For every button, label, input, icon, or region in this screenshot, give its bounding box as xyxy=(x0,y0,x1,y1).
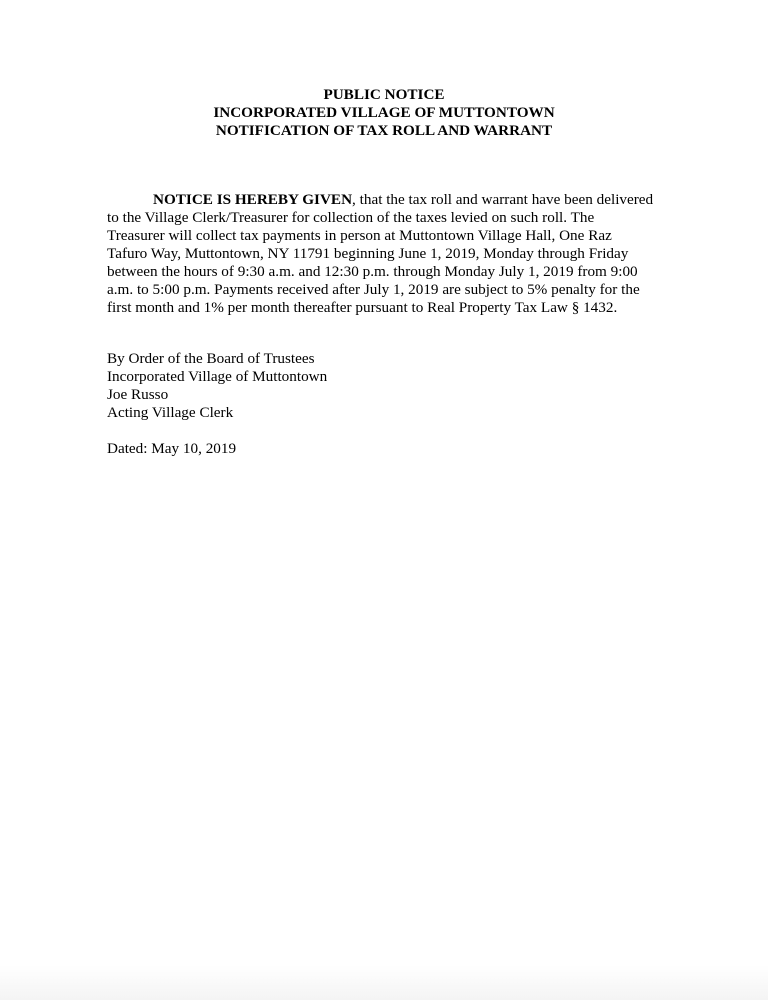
notice-body-paragraph xyxy=(107,191,667,317)
body-line-1 xyxy=(107,191,667,209)
body-line-6: a.m. to 5:00 p.m. Payments received after July 1, 2019 are subject to 5% penalty for the xyxy=(107,281,640,298)
signatory-title: Acting Village Clerk xyxy=(107,404,234,421)
body-line-4: Tafuro Way, Muttontown, NY 11791 beginning June 1, 2019, Monday through Friday xyxy=(107,245,629,262)
heading-subject: NOTIFICATION OF TAX ROLL AND WARRANT xyxy=(215,122,553,139)
notice-lead-bold: NOTICE IS HEREBY GIVEN xyxy=(153,191,353,208)
signature-block xyxy=(107,350,327,422)
signature-authority: By Order of the Board of Trustees xyxy=(107,350,315,367)
notice-heading xyxy=(0,86,768,140)
body-line-7: first month and 1% per month thereafter pursuant to Real Property Tax Law § 1432. xyxy=(107,299,618,316)
body-line-3: Treasurer will collect tax payments in person at Muttontown Village Hall, One Raz xyxy=(107,227,612,244)
dated-line: Dated: May 10, 2019 xyxy=(107,440,237,457)
body-line-2: to the Village Clerk/Treasurer for collection of the taxes levied on such roll. The xyxy=(107,209,595,226)
heading-municipality: INCORPORATED VILLAGE OF MUTTONTOWN xyxy=(213,104,555,121)
heading-title: PUBLIC NOTICE xyxy=(323,86,445,103)
body-line-1-text: , that the tax roll and warrant have been delivered xyxy=(352,191,654,208)
signature-municipality: Incorporated Village of Muttontown xyxy=(107,368,328,385)
signatory-name: Joe Russo xyxy=(107,386,169,403)
body-line-5: between the hours of 9:30 a.m. and 12:30 p.m. through Monday July 1, 2019 from 9:00 xyxy=(107,263,638,280)
